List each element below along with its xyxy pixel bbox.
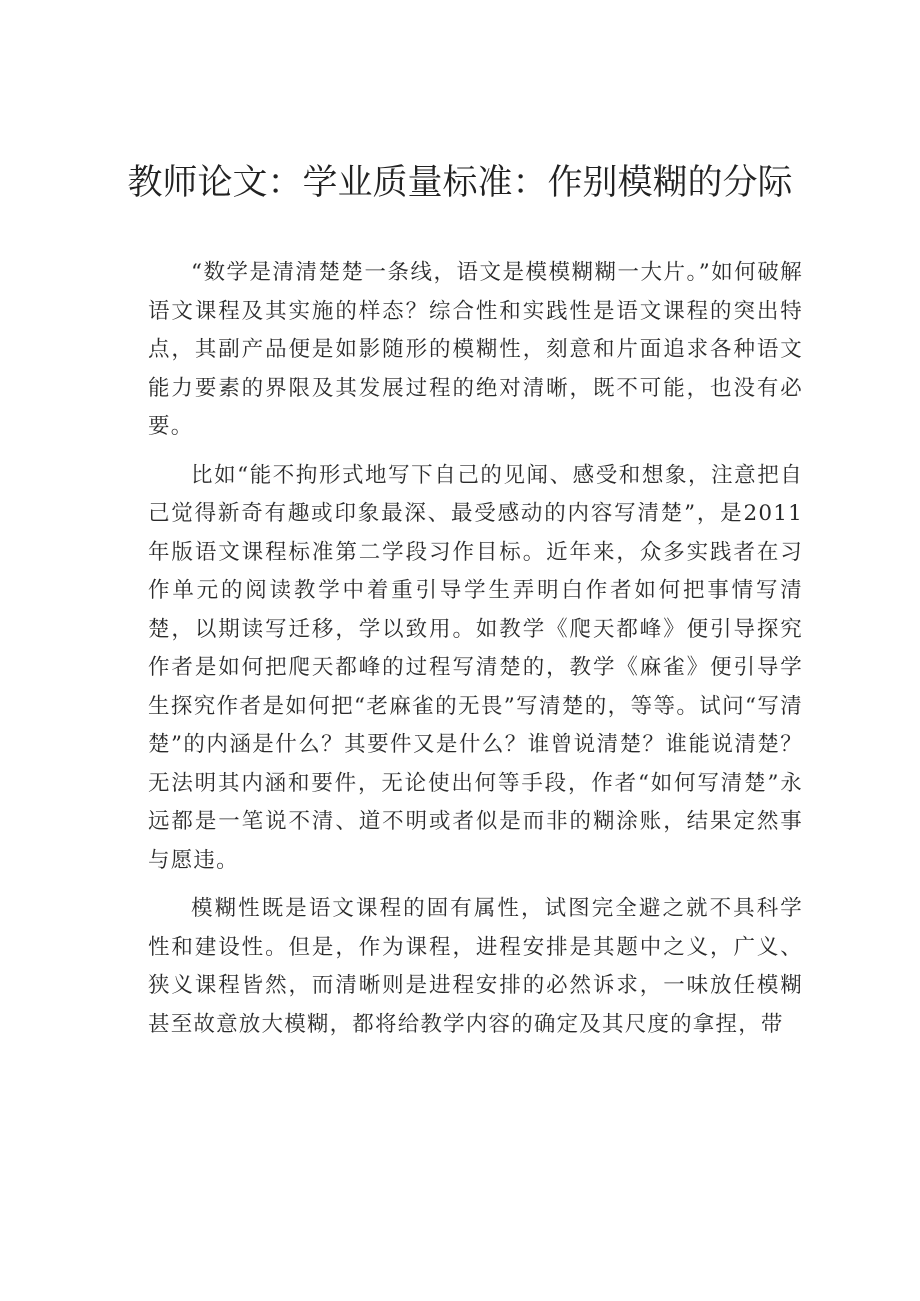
paragraph-3: 模糊性既是语文课程的固有属性，试图完全避之就不具科学性和建设性。但是，作为课程，进程安排是其题中之义，广义、狭义课程皆然，而清晰则是进程安排的必然诉求，一味放任模糊甚至故意放大模糊，都将给教学内容的确定及其尺度的拿捏，带: [148, 896, 803, 1037]
paragraph-2: 比如“能不拘形式地写下自己的见闻、感受和想象，注意把自己觉得新奇有趣或印象最深、最受感动的内容写清楚”，是2011年版语文课程标准第二学段习作目标。近年来，众多实践者在习作单元的阅读教学中着重引导学生弄明白作者如何把事情写清楚，以期读写迁移，学以致用。如教学《爬天都峰》便引导探究作者是如何把爬天都峰的过程写清楚的，教学《麻雀》便引导学生探究作者是如何把“老麻雀的无畏”写清楚的，等等。试问“写清楚”的内涵是什么？其要件又是什么？谁曾说清楚？谁能说清楚？无法明其内涵和要件，无论使出何等手段，作者“如何写清楚”永远都是一笔说不清、道不明或者似是而非的糊涂账，结果定然事与愿违。: [148, 462, 803, 873]
document-title: 教师论文：学业质量标准：作别模糊的分际: [127, 163, 793, 203]
document-body: [148, 254, 803, 1054]
paragraph-1: “数学是清清楚楚一条线，语文是模模糊糊一大片。”如何破解语文课程及其实施的样态？综合性和实践性是语文课程的突出特点，其副产品便是如影随形的模糊性，刻意和片面追求各种语文能力要素的界限及其发展过程的绝对清晰，既不可能，也没有必要。: [148, 260, 803, 439]
